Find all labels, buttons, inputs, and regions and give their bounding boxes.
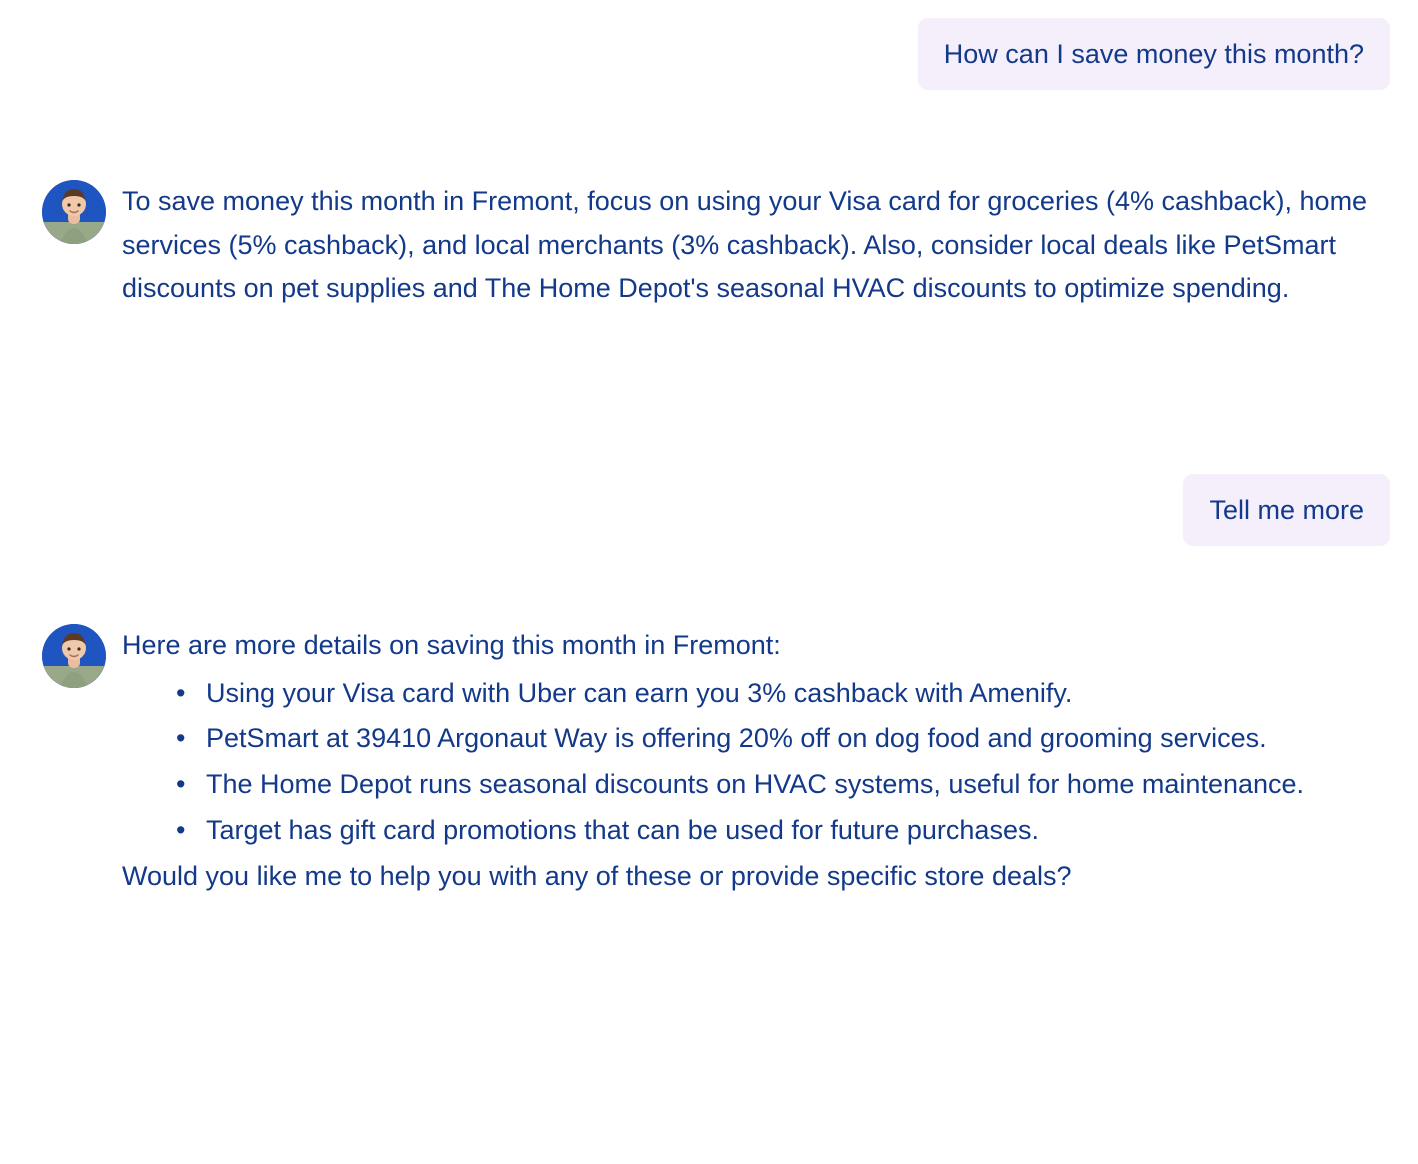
- assistant-intro: Here are more details on saving this month in Fremont:: [122, 630, 781, 660]
- avatar: [42, 624, 106, 688]
- assistant-bullet-list: [122, 672, 1304, 853]
- avatar: [42, 180, 106, 244]
- list-item: • PetSmart at 39410 Argonaut Way is offering 20% off on dog food and grooming services.: [206, 717, 1304, 761]
- assistant-paragraph: To save money this month in Fremont, focus on using your Visa card for groceries (4% cashback), home services (5% cashback), and local merchants (3% cashback). Also, consider local deals like PetSmart discounts on pet supplies and The Home Depot's seasonal HVAC discounts to optimize spending.: [122, 186, 1368, 304]
- user-message-row: [0, 474, 1390, 546]
- avatar-image: [42, 180, 106, 244]
- assistant-message-text: [122, 180, 1392, 311]
- avatar-image: [42, 624, 106, 688]
- user-message-row: [0, 18, 1390, 90]
- assistant-message-row: [0, 624, 1418, 898]
- list-item: • The Home Depot runs seasonal discounts on HVAC systems, useful for home maintenance.: [206, 763, 1304, 807]
- assistant-message-row: [0, 180, 1418, 311]
- list-item: • Target has gift card promotions that can be used for future purchases.: [206, 809, 1304, 853]
- user-message-bubble: How can I save money this month?: [918, 18, 1390, 90]
- assistant-message-text: [122, 624, 1304, 898]
- list-item: • Using your Visa card with Uber can earn you 3% cashback with Amenify.: [206, 672, 1304, 716]
- user-message-bubble: Tell me more: [1183, 474, 1390, 546]
- assistant-closing-question: Would you like me to help you with any of these or provide specific store deals?: [122, 860, 1072, 891]
